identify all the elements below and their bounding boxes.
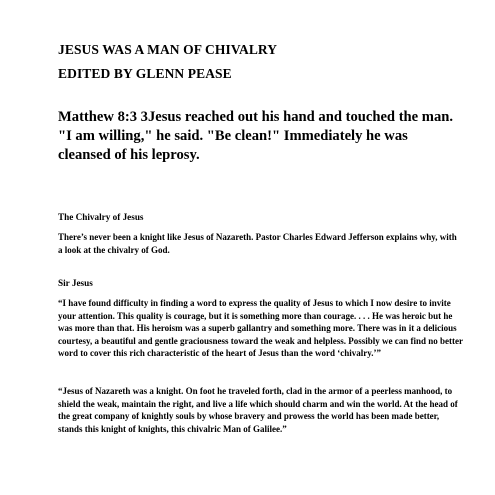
section-heading-chivalry-of-jesus: The Chivalry of Jesus — [58, 212, 144, 222]
document-title: JESUS WAS A MAN OF CHIVALRY — [58, 42, 278, 57]
scripture-verse: Matthew 8:3 3Jesus reached out his hand and touched the man. "I am willing," he said. "Be clean!" Immediately he was cleansed of his leprosy. — [58, 109, 454, 163]
section-heading-sir-jesus: Sir Jesus — [58, 278, 93, 288]
section-intro-paragraph: There’s never been a knight like Jesus of Nazareth. Pastor Charles Edward Jefferson explains why, with a look at the chivalry of God. — [58, 232, 457, 255]
quote-paragraph-1: “I have found difficulty in finding a word to express the quality of Jesus to which I now desire to invite your attention. This quality is courage, but it is something more than courage. . . . He was heroic but he was more than that. His heroism was a superb gallantry and something more. There was in it a delicious courtesy, a beautiful and gentle graciousness toward the weak and helpless. Possibly we can find no better word to cover this rich characteristic of the heart of Jesus than the word ‘chivalry.’” — [58, 298, 463, 359]
document-editor-line: EDITED BY GLENN PEASE — [58, 66, 232, 81]
quote-paragraph-2: “Jesus of Nazareth was a knight. On foot he traveled forth, clad in the armor of a peerless manhood, to shield the weak, maintain the right, and live a life which should charm and win the world. At the head of the great company of knightly souls by whose bravery and prowess the world has been made better, stands this knight of knights, this chivalric Man of Galilee.” — [58, 386, 458, 434]
